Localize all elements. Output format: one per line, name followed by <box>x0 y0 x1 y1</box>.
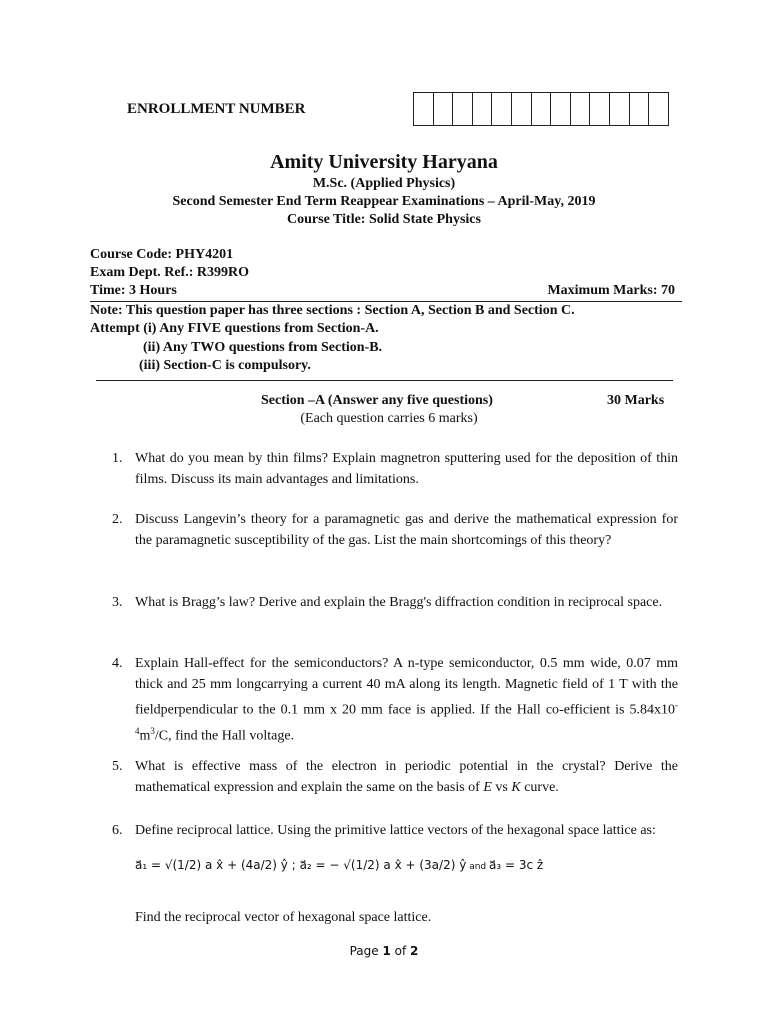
question-6-find-text: Find the reciprocal vector of hexagonal space lattice. <box>135 910 432 925</box>
section-a-title: Section –A (Answer any five questions) <box>261 393 493 408</box>
question-4 <box>112 654 678 747</box>
exam-time: Time: 3 Hours <box>90 283 177 298</box>
question-number: 2. <box>112 512 123 527</box>
maximum-marks: Maximum Marks: 70 <box>547 283 675 298</box>
question-6 <box>112 821 678 842</box>
formula-a3: a⃗₃ = 3c ẑ <box>488 858 544 872</box>
question-3 <box>112 593 678 614</box>
course-title: Course Title: Solid State Physics <box>287 212 481 227</box>
section-a-marks: 30 Marks <box>607 393 665 408</box>
enrollment-number-boxes <box>413 92 669 126</box>
question-number: 3. <box>112 595 123 610</box>
exam-dept-ref: Exam Dept. Ref.: R399RO <box>90 265 250 280</box>
exam-title: Second Semester End Term Reappear Examinations – April-May, 2019 <box>172 194 596 209</box>
question-text: Explain Hall-effect for the semiconductors? A n-type semiconductor, 0.5 mm wide, 0.07 mm thick and 25 mm longcarrying a current 40 mA along its length. Magnetic field of 1 T with the fieldperpendicular to the 0.1 mm x 20 mm face is applied. If the Hall co-efficient is $5.84x10^{-4}m^3/C$, find the Hall voltage. <box>135 656 678 744</box>
question-number: 5. <box>112 759 123 774</box>
lattice-vectors-formula: a⃗₁ = √(1/2) a x̂ + (4a/2) ŷ ; a⃗₂ = − √(1/2) a x̂ + (3a/2) ŷ and a⃗₃ = 3c ẑ <box>135 858 544 872</box>
note-line-3: (ii) Any TWO questions from Section-B. <box>143 340 383 355</box>
program-name: M.Sc. (Applied Physics) <box>312 176 456 191</box>
question-number: 1. <box>112 451 123 466</box>
enrollment-digit-box <box>492 93 512 125</box>
page-indicator: Page 1 of 2 <box>349 944 419 958</box>
question-2 <box>112 510 678 551</box>
enrollment-digit-box <box>532 93 552 125</box>
enrollment-label: ENROLLMENT NUMBER <box>127 101 306 117</box>
enrollment-digit-box <box>512 93 532 125</box>
question-text: What is Bragg’s law? Derive and explain the Bragg's diffraction condition in reciprocal space. <box>135 595 663 610</box>
note-line-2: Attempt (i) Any FIVE questions from Section-A. <box>90 321 379 336</box>
enrollment-digit-box <box>590 93 610 125</box>
course-code: Course Code: PHY4201 <box>90 247 234 262</box>
note-line-1: Note: This question paper has three sections : Section A, Section B and Section C. <box>90 303 575 318</box>
enrollment-digit-box <box>610 93 630 125</box>
enrollment-digit-box <box>453 93 473 125</box>
divider-top <box>90 301 682 302</box>
enrollment-digit-box <box>551 93 571 125</box>
divider-bottom <box>96 380 673 381</box>
section-a-subtitle: (Each question carries 6 marks) <box>300 411 478 426</box>
note-line-4: (iii) Section-C is compulsory. <box>139 358 311 373</box>
enrollment-digit-box <box>434 93 454 125</box>
enrollment-digit-box <box>473 93 493 125</box>
formula-a2: a⃗₂ = − √(1/2) a x̂ + (3a/2) ŷ <box>299 858 467 872</box>
enrollment-digit-box <box>630 93 650 125</box>
formula-a1: a⃗₁ = √(1/2) a x̂ + (4a/2) ŷ <box>135 858 288 872</box>
question-text: What do you mean by thin films? Explain magnetron sputtering used for the deposition of thin films. Discuss its main advantages and limitations. <box>135 451 678 487</box>
university-name: Amity University Haryana <box>270 151 498 173</box>
question-text: What is effective mass of the electron in periodic potential in the crystal? Derive the mathematical expression and explain the same on the basis of E vs K curve. <box>135 759 678 795</box>
energy-vector-symbol: E <box>483 779 492 795</box>
wave-vector-symbol: K <box>511 779 521 795</box>
question-5 <box>112 757 678 798</box>
question-number: 4. <box>112 656 123 671</box>
enrollment-digit-box <box>414 93 434 125</box>
enrollment-digit-box <box>571 93 591 125</box>
question-number: 6. <box>112 823 123 838</box>
question-1 <box>112 449 678 490</box>
question-text: Define reciprocal lattice. Using the primitive lattice vectors of the hexagonal space lattice as: <box>135 823 656 838</box>
question-text: Discuss Langevin’s theory for a paramagnetic gas and derive the mathematical expression for the paramagnetic susceptibility of the gas. List the main shortcomings of this theory? <box>135 512 678 548</box>
enrollment-digit-box <box>649 93 668 125</box>
